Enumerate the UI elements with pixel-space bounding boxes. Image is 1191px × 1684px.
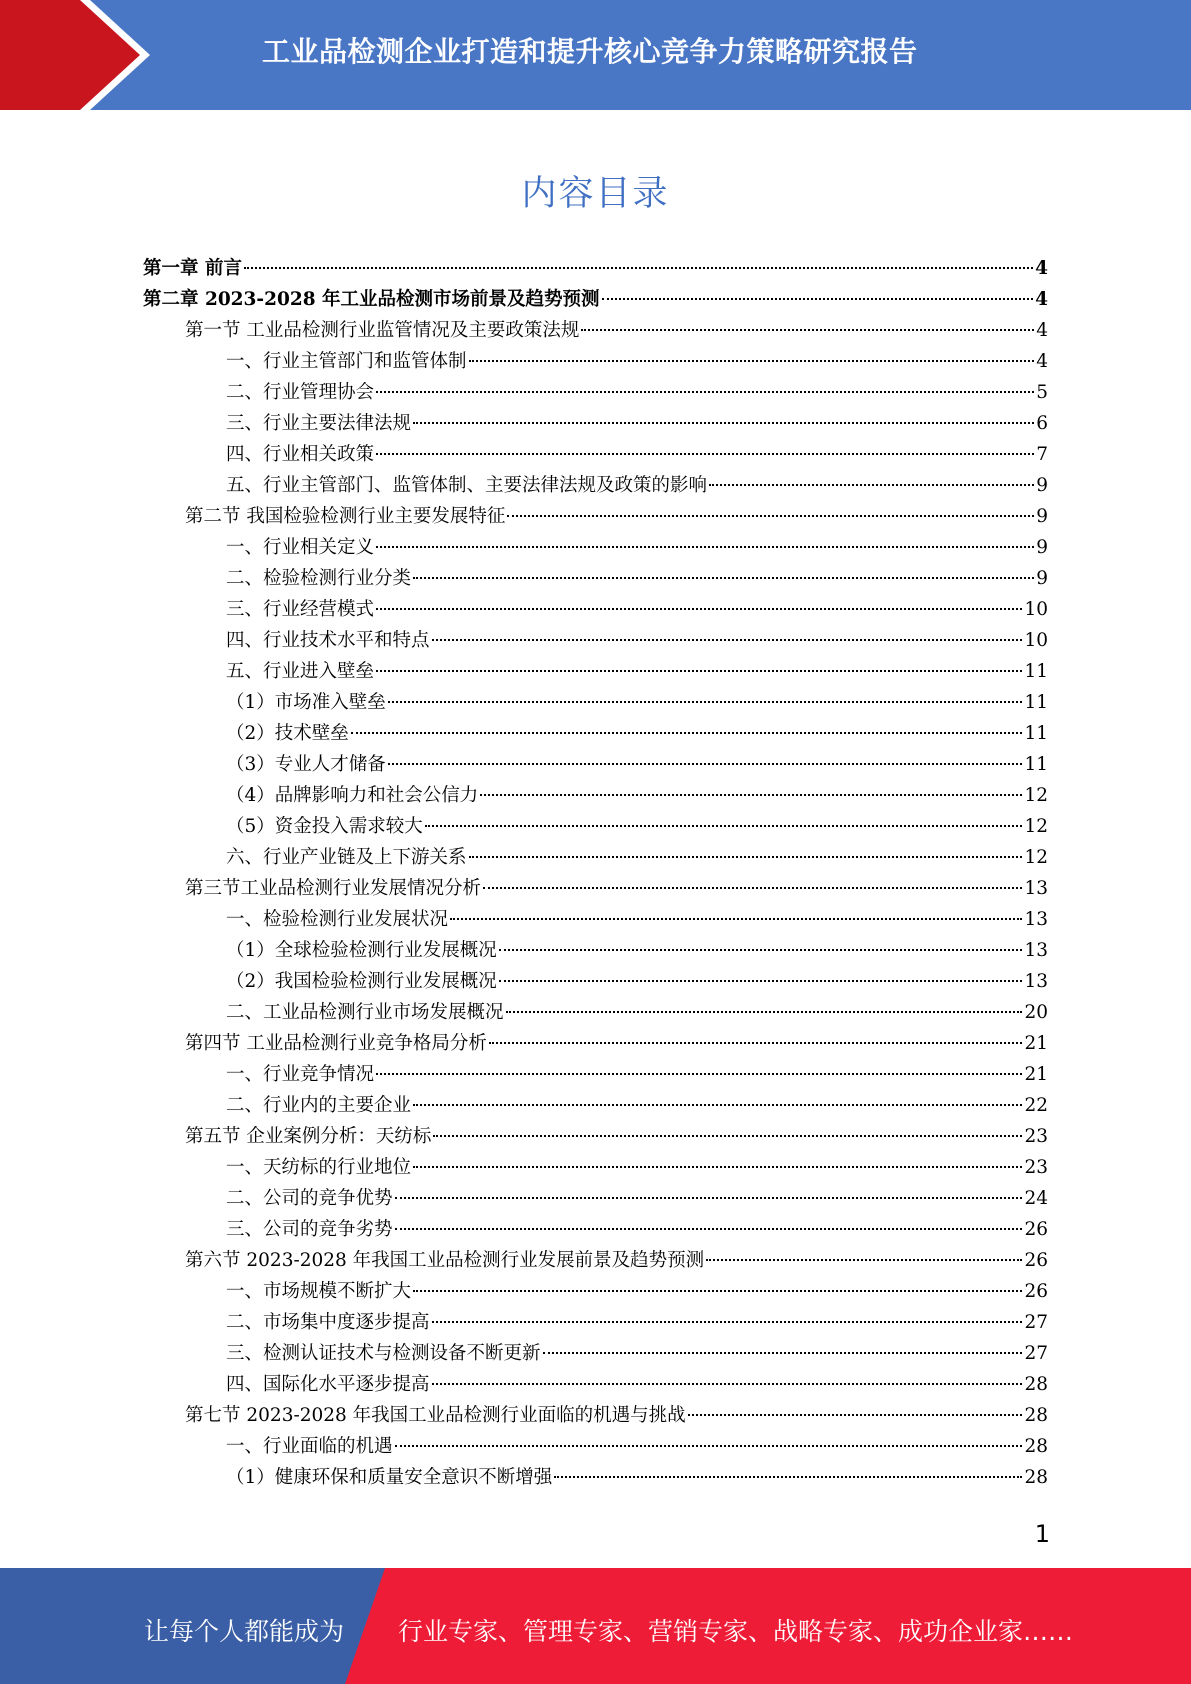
toc-entry[interactable]: [226, 749, 1048, 780]
toc-entry-page: 12: [1024, 847, 1048, 868]
toc-entry-page: 11: [1024, 692, 1048, 713]
toc-entry[interactable]: [185, 1028, 1048, 1059]
toc-entry-page: 13: [1024, 909, 1048, 930]
toc-leader-dots: [507, 515, 1034, 517]
toc-heading: 内容目录: [521, 174, 670, 214]
toc-entry-page: 12: [1024, 816, 1048, 837]
toc-entry[interactable]: [143, 284, 1048, 315]
toc-entry-page: 27: [1024, 1343, 1048, 1364]
toc-entry-label: 六、行业产业链及上下游关系: [226, 847, 467, 868]
toc-entry[interactable]: [226, 346, 1048, 377]
footer-slogan-left: 让每个人都能成为: [144, 1617, 345, 1646]
toc-entry-label: 第六节 2023-2028 年我国工业品检测行业发展前景及趋势预测: [185, 1250, 705, 1271]
toc-leader-dots: [483, 887, 1022, 889]
toc-entry-page: 21: [1024, 1064, 1048, 1085]
toc-entry-page: 5: [1036, 382, 1048, 403]
toc-entry-page: 4: [1036, 320, 1048, 341]
toc-leader-dots: [413, 422, 1034, 424]
toc-leader-dots: [432, 1321, 1023, 1323]
toc-entry-label: （4）品牌影响力和社会公信力: [226, 785, 479, 806]
toc-entry-label: 一、行业相关定义: [226, 537, 375, 558]
toc-leader-dots: [376, 670, 1022, 672]
toc-entry[interactable]: [185, 873, 1048, 904]
toc-entry-page: 6: [1036, 413, 1048, 434]
toc-leader-dots: [244, 267, 1033, 269]
toc-leader-dots: [581, 329, 1034, 331]
toc-entry[interactable]: [185, 1245, 1048, 1276]
toc-entry-page: 10: [1024, 599, 1048, 620]
toc-entry-page: 4: [1035, 258, 1048, 279]
toc-leader-dots: [433, 1135, 1022, 1137]
toc-leader-dots: [395, 1445, 1023, 1447]
toc-leader-dots: [469, 856, 1023, 858]
toc-entry-page: 13: [1024, 971, 1048, 992]
toc-leader-dots: [376, 391, 1034, 393]
toc-entry[interactable]: [226, 718, 1048, 749]
report-title: 工业品检测企业打造和提升核心竞争力策略研究报告: [262, 35, 918, 68]
toc-entry-page: 9: [1036, 537, 1048, 558]
toc-leader-dots: [469, 360, 1035, 362]
toc-entry-page: 22: [1024, 1095, 1048, 1116]
toc-entry-label: 第三节工业品检测行业发展情况分析: [185, 878, 482, 899]
toc-entry-page: 9: [1036, 568, 1048, 589]
toc-entry-label: 一、行业主管部门和监管体制: [226, 351, 467, 372]
toc-entry-label: 二、行业内的主要企业: [226, 1095, 412, 1116]
toc-leader-dots: [388, 701, 1023, 703]
toc-entry-page: 23: [1024, 1157, 1048, 1178]
toc-entry-label: 第七节 2023-2028 年我国工业品检测行业面临的机遇与挑战: [185, 1405, 686, 1426]
toc-entry-page: 9: [1036, 506, 1048, 527]
toc-entry-page: 28: [1024, 1405, 1048, 1426]
toc-entry[interactable]: [226, 532, 1048, 563]
toc-entry-label: 四、行业相关政策: [226, 444, 375, 465]
toc-leader-dots: [413, 1104, 1022, 1106]
toc-entry-label: （1）市场准入壁垒: [226, 692, 386, 713]
toc-entry-label: 一、检验检测行业发展状况: [226, 909, 449, 930]
toc-entry[interactable]: [226, 842, 1048, 873]
toc-entry[interactable]: [226, 1338, 1048, 1369]
toc-leader-dots: [554, 1476, 1022, 1478]
toc-entry-page: 13: [1024, 940, 1048, 961]
toc-leader-dots: [376, 546, 1034, 548]
toc-entry-label: （5）资金投入需求较大: [226, 816, 423, 837]
toc-entry-label: 二、公司的竞争优势: [226, 1188, 393, 1209]
toc-entry-page: 11: [1024, 661, 1048, 682]
toc-entry-label: 第一章 前言: [143, 258, 242, 279]
toc-entry-page: 27: [1024, 1312, 1048, 1333]
toc-entry-page: 20: [1024, 1002, 1048, 1023]
toc-entry-page: 26: [1024, 1219, 1048, 1240]
toc-entry[interactable]: [226, 594, 1048, 625]
toc-leader-dots: [480, 794, 1022, 796]
toc-leader-dots: [543, 1352, 1023, 1354]
toc-entry[interactable]: [226, 1090, 1048, 1121]
toc-entry[interactable]: [226, 1214, 1048, 1245]
toc-leader-dots: [432, 1383, 1023, 1385]
toc-entry-page: 11: [1024, 723, 1048, 744]
toc-leader-dots: [450, 918, 1022, 920]
toc-entry-page: 24: [1024, 1188, 1048, 1209]
toc-entry[interactable]: [226, 377, 1048, 408]
toc-entry[interactable]: [226, 439, 1048, 470]
toc-leader-dots: [602, 298, 1034, 300]
toc-entry[interactable]: [226, 811, 1048, 842]
toc-entry[interactable]: [226, 470, 1048, 501]
toc-leader-dots: [376, 453, 1034, 455]
toc-leader-dots: [413, 577, 1034, 579]
toc-entry[interactable]: [226, 1276, 1048, 1307]
toc-leader-dots: [395, 1197, 1023, 1199]
toc-entry[interactable]: [226, 1431, 1048, 1462]
toc-entry-page: 7: [1036, 444, 1048, 465]
toc-entry-label: （1）全球检验检测行业发展概况: [226, 940, 497, 961]
toc-entry-page: 23: [1024, 1126, 1048, 1147]
toc-entry-page: 9: [1036, 475, 1048, 496]
toc-entry-label: 第四节 工业品检测行业竞争格局分析: [185, 1033, 487, 1054]
toc-leader-dots: [388, 763, 1023, 765]
toc-leader-dots: [706, 1259, 1022, 1261]
toc-entry[interactable]: [143, 253, 1048, 284]
toc-entry-label: （1）健康环保和质量安全意识不断增强: [226, 1467, 553, 1488]
toc-entry-label: （2）我国检验检测行业发展概况: [226, 971, 497, 992]
toc-entry[interactable]: [226, 1059, 1048, 1090]
toc-entry-label: 第一节 工业品检测行业监管情况及主要政策法规: [185, 320, 580, 341]
toc-entry-label: 第二章 2023-2028 年工业品检测市场前景及趋势预测: [143, 289, 600, 310]
toc-entry-page: 26: [1024, 1250, 1048, 1271]
toc-entry-page: 11: [1024, 754, 1048, 775]
toc-leader-dots: [376, 1073, 1022, 1075]
toc-leader-dots: [413, 1166, 1022, 1168]
toc-entry-label: 二、工业品检测行业市场发展概况: [226, 1002, 504, 1023]
toc-leader-dots: [499, 949, 1023, 951]
toc-entry[interactable]: [226, 1183, 1048, 1214]
toc-entry-page: 4: [1035, 289, 1048, 310]
toc-entry-label: 四、国际化水平逐步提高: [226, 1374, 430, 1395]
toc-entry[interactable]: [226, 563, 1048, 594]
toc-entry[interactable]: [226, 687, 1048, 718]
page-number: 1: [1034, 1520, 1050, 1548]
toc-entry[interactable]: [226, 1307, 1048, 1338]
toc-entry-page: 10: [1024, 630, 1048, 651]
toc-entry-label: 三、公司的竞争劣势: [226, 1219, 393, 1240]
toc-entry[interactable]: [226, 966, 1048, 997]
toc-entry[interactable]: [226, 1462, 1048, 1493]
toc-entry[interactable]: [226, 625, 1048, 656]
toc-entry-label: 二、行业管理协会: [226, 382, 375, 403]
toc-entry[interactable]: [226, 997, 1048, 1028]
toc-entry-label: 五、行业进入壁垒: [226, 661, 375, 682]
toc-entry-label: 三、行业经营模式: [226, 599, 375, 620]
toc-entry-label: 四、行业技术水平和特点: [226, 630, 430, 651]
toc-entry-label: 第五节 企业案例分析：天纺标: [185, 1126, 432, 1147]
toc-entry-label: 三、检测认证技术与检测设备不断更新: [226, 1343, 541, 1364]
footer-band: [0, 1568, 1191, 1684]
toc-entry-page: 28: [1024, 1436, 1048, 1457]
toc-entry[interactable]: [185, 1121, 1048, 1152]
toc-leader-dots: [432, 639, 1023, 641]
toc-entry[interactable]: [226, 656, 1048, 687]
toc-entry-label: 一、行业面临的机遇: [226, 1436, 393, 1457]
toc-entry-page: 21: [1024, 1033, 1048, 1054]
toc-entry[interactable]: [185, 501, 1048, 532]
toc-entry-page: 26: [1024, 1281, 1048, 1302]
toc-leader-dots: [688, 1414, 1023, 1416]
toc-entry-page: 28: [1024, 1467, 1048, 1488]
header-arrow: [0, 0, 140, 110]
toc-entry[interactable]: [226, 408, 1048, 439]
toc-entry-page: 12: [1024, 785, 1048, 806]
toc-entry[interactable]: [185, 315, 1048, 346]
toc-entry[interactable]: [226, 1369, 1048, 1400]
header-band: [0, 0, 1191, 110]
toc-leader-dots: [506, 1011, 1023, 1013]
footer-slogan-right: 行业专家、管理专家、营销专家、战略专家、成功企业家……: [398, 1617, 1074, 1646]
toc-entry-label: 一、市场规模不断扩大: [226, 1281, 412, 1302]
toc-entry[interactable]: [226, 935, 1048, 966]
toc-leader-dots: [351, 732, 1023, 734]
toc-leader-dots: [425, 825, 1023, 827]
toc-entry[interactable]: [226, 780, 1048, 811]
toc-entry-label: 一、行业竞争情况: [226, 1064, 375, 1085]
toc-leader-dots: [376, 608, 1022, 610]
toc-entry-page: 13: [1024, 878, 1048, 899]
toc-leader-dots: [395, 1228, 1023, 1230]
toc-entry[interactable]: [226, 1152, 1048, 1183]
toc-leader-dots: [499, 980, 1023, 982]
toc-leader-dots: [413, 1290, 1022, 1292]
toc-entry-label: （3）专业人才储备: [226, 754, 386, 775]
toc-entry-label: 一、天纺标的行业地位: [226, 1157, 412, 1178]
toc-entry-label: 第二节 我国检验检测行业主要发展特征: [185, 506, 506, 527]
toc-entry-page: 28: [1024, 1374, 1048, 1395]
toc-entry-label: 二、检验检测行业分类: [226, 568, 412, 589]
toc-entry[interactable]: [226, 904, 1048, 935]
toc-leader-dots: [709, 484, 1034, 486]
toc-leader-dots: [489, 1042, 1023, 1044]
toc-entry-label: （2）技术壁垒: [226, 723, 349, 744]
toc-entry-label: 二、市场集中度逐步提高: [226, 1312, 430, 1333]
toc-entry-label: 三、行业主要法律法规: [226, 413, 412, 434]
toc-entry[interactable]: [185, 1400, 1048, 1431]
toc-entry-label: 五、行业主管部门、监管体制、主要法律法规及政策的影响: [226, 475, 708, 496]
toc-entry-page: 4: [1036, 351, 1048, 372]
